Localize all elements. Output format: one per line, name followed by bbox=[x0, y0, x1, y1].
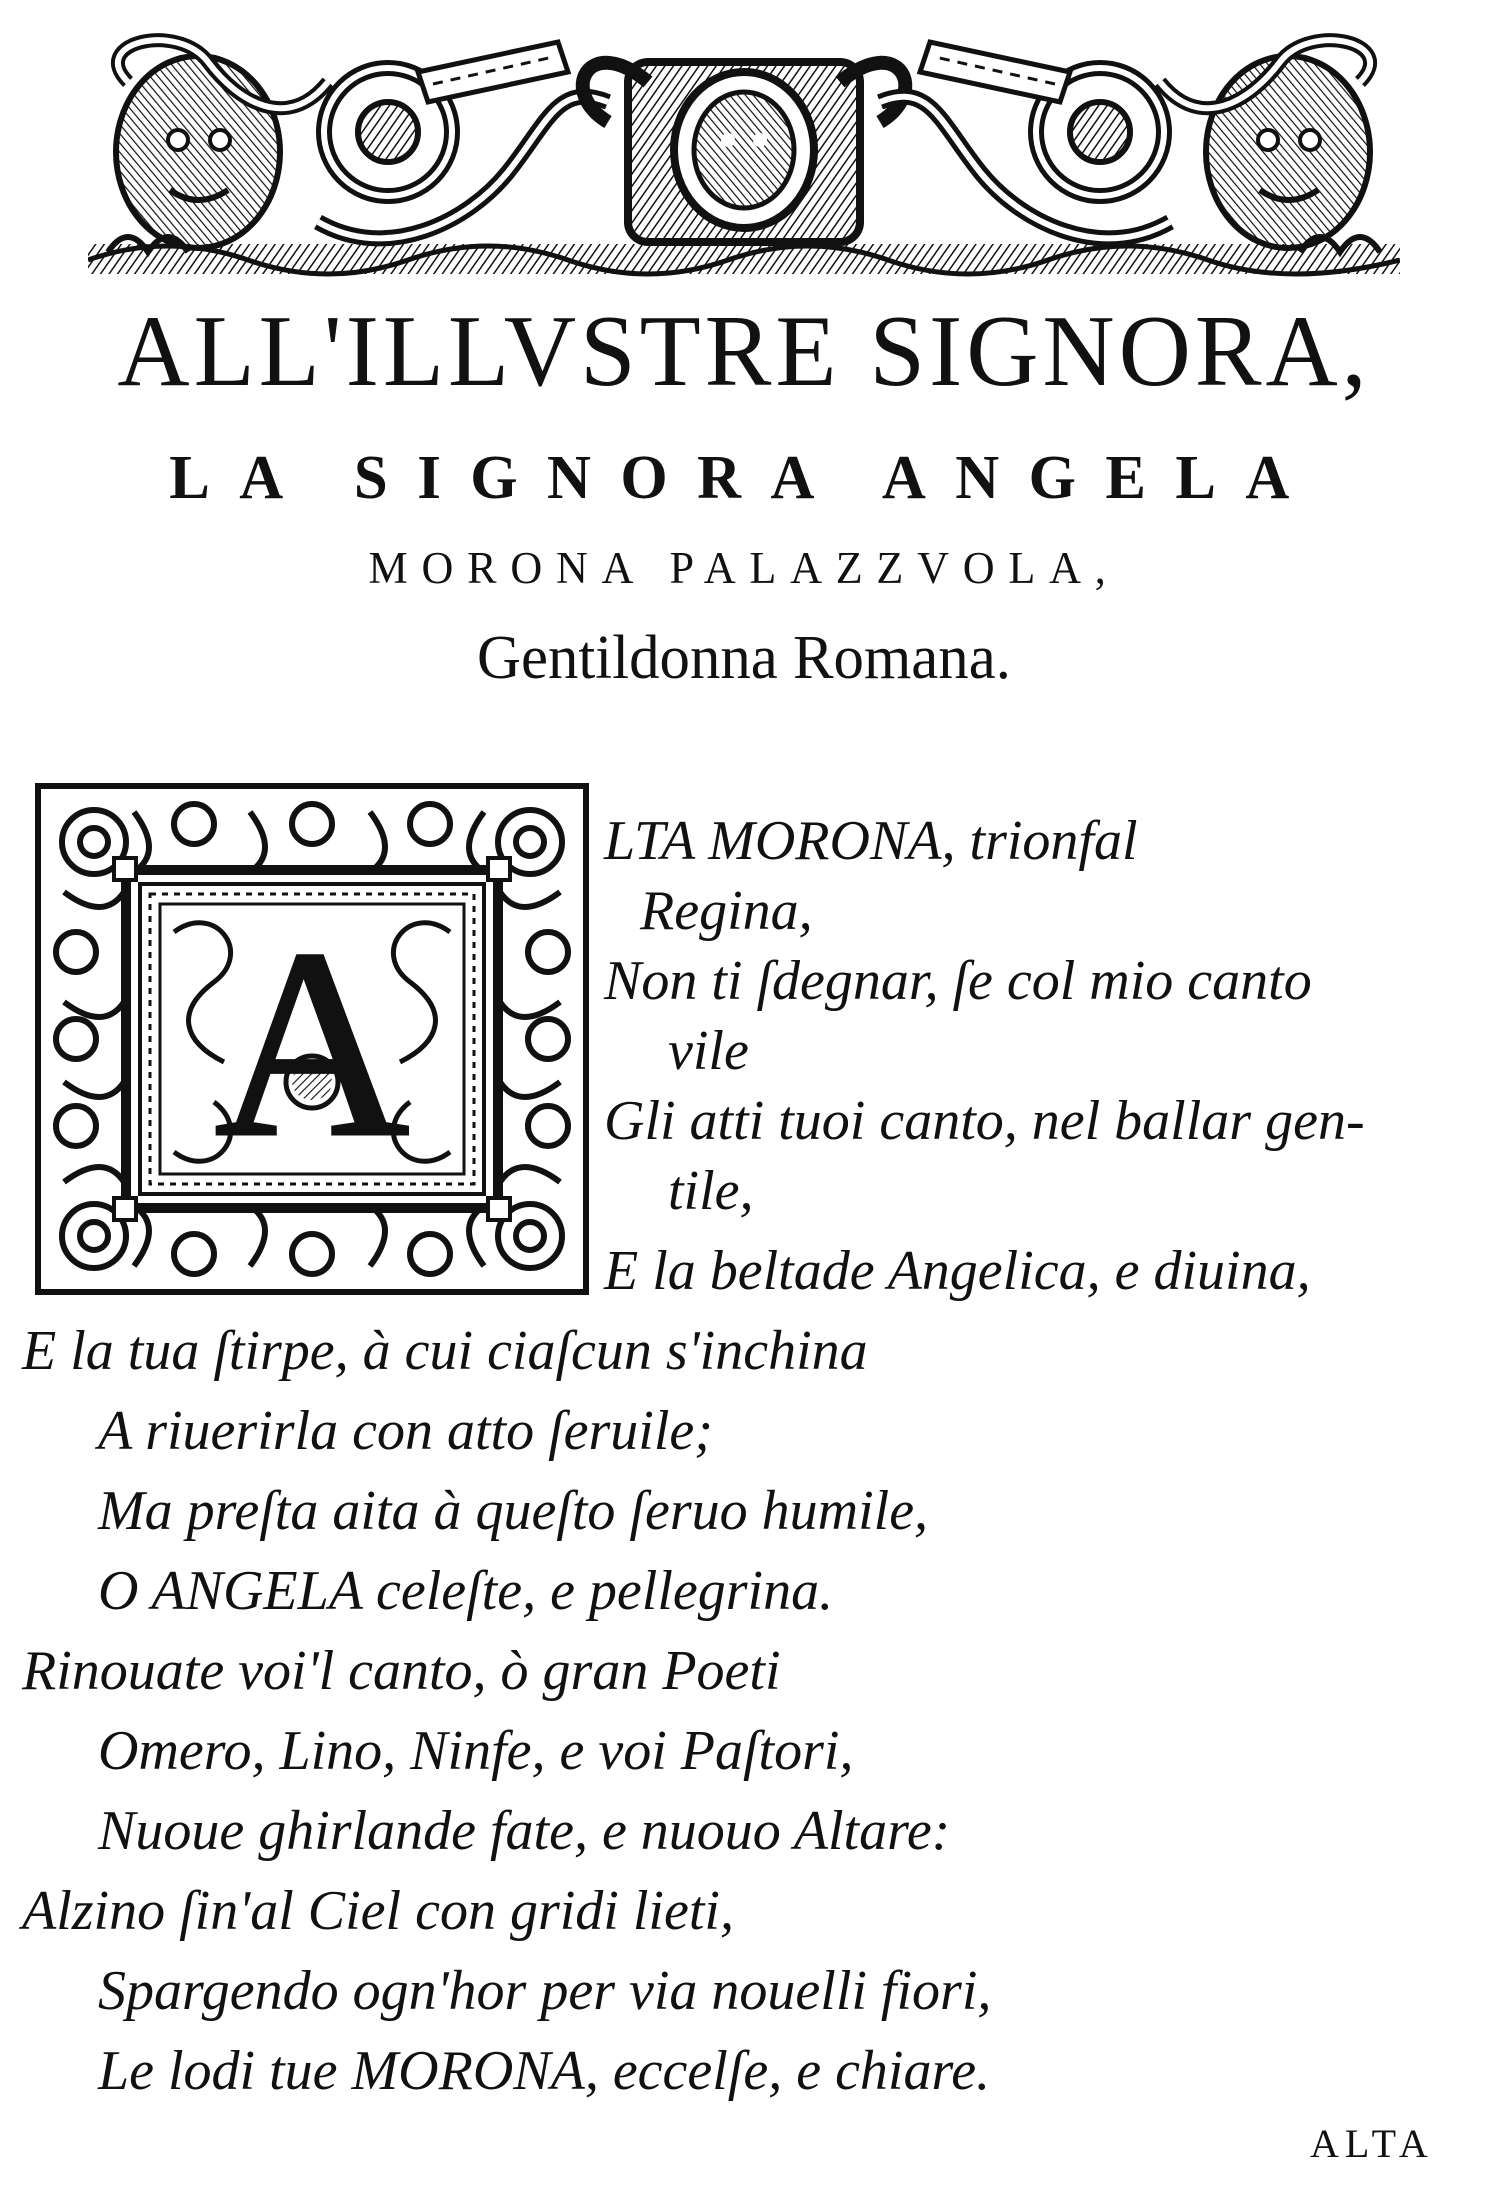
initial-letter: A bbox=[214, 894, 410, 1193]
verse-line: O ANGELA celeſte, e pellegrina. bbox=[98, 1560, 834, 1622]
verse-line: E la beltade Angelica, e diuina, bbox=[604, 1240, 1311, 1302]
dedicatee-surname: MORONA PALAZZVOLA, bbox=[368, 543, 1120, 593]
verse-line: Non ti ſdegnar, ſe col mio canto bbox=[604, 950, 1312, 1012]
dedicatee-description: Gentildonna Romana. bbox=[477, 624, 1011, 692]
verse-line: Omero, Lino, Ninfe, e voi Paſtori, bbox=[98, 1720, 854, 1782]
verse-line: Regina, bbox=[640, 880, 813, 942]
verse-line: vile bbox=[668, 1020, 749, 1082]
verse-line: E la tua ſtirpe, à cui ciaſcun s'inchina bbox=[22, 1320, 868, 1382]
verse-line: LTA MORONA, trionfal bbox=[604, 810, 1138, 872]
verse-line: tile, bbox=[668, 1160, 754, 1222]
verse-line: Ma preſta aita à queſto ſeruo humile, bbox=[98, 1480, 929, 1542]
verse-line: Spargendo ogn'hor per via nouelli fiori, bbox=[98, 1960, 992, 2022]
verse-line: Alzino ſin'al Ciel con gridi lieti, bbox=[22, 1880, 734, 1942]
verse-line: A riuerirla con atto ſeruile; bbox=[98, 1400, 713, 1462]
dedication-subtitle: LA SIGNORA ANGELA bbox=[169, 444, 1319, 512]
catchword: ALTA bbox=[1310, 2121, 1434, 2166]
verse-line: Nuoue ghirlande fate, e nuouo Altare: bbox=[98, 1800, 951, 1862]
dedication-title: ALL'ILLVSTRE SIGNORA, bbox=[117, 295, 1371, 408]
verse-line: Rinouate voi'l canto, ò gran Poeti bbox=[22, 1640, 781, 1702]
verse-line: Le lodi tue MORONA, eccelſe, e chiare. bbox=[98, 2040, 991, 2102]
verse-line: Gli atti tuoi canto, nel ballar gen- bbox=[604, 1090, 1365, 1152]
